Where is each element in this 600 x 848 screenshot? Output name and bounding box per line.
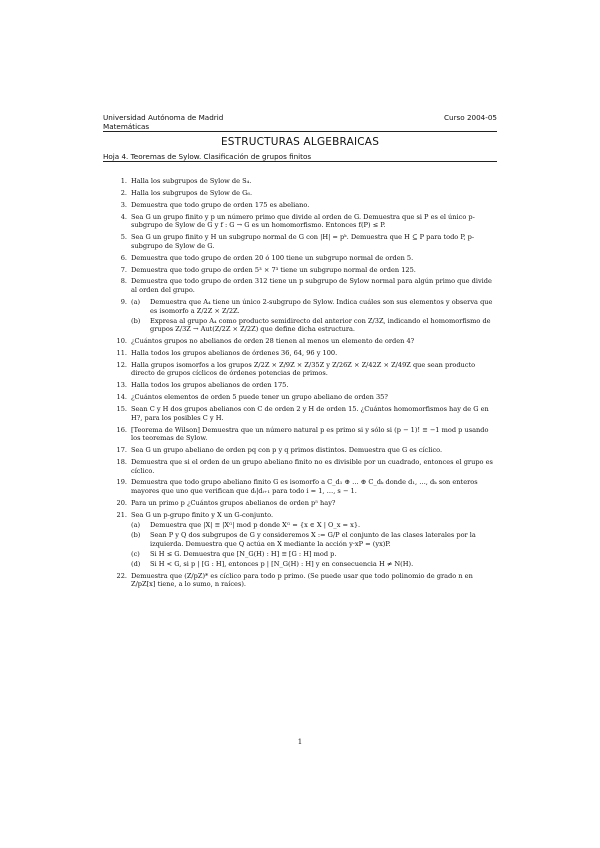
problem-item: [103, 426, 497, 443]
problem-text: ¿Cuántos elementos de orden 5 puede tener un grupo abeliano de orden 35?: [131, 393, 388, 402]
problem-item: [103, 233, 497, 250]
problem-number: 4.: [120, 212, 127, 221]
problem-item: [103, 458, 497, 475]
problem-number: 5.: [120, 233, 127, 242]
problem-text: Halla todos los grupos abelianos de orden 175.: [131, 381, 289, 390]
problem-number: 19.: [116, 478, 127, 487]
problem-text: Sea G un grupo finito y H un subgrupo normal de G con |H| = pᵏ. Demuestra que H ⊆ P para todo P, p-subgrupo de Sylow de G.: [131, 233, 475, 250]
problem-item: [103, 349, 497, 358]
problem-number: 6.: [120, 253, 127, 262]
problem-item: [103, 298, 497, 334]
problem-number: 20.: [116, 498, 127, 507]
problem-item: [103, 405, 497, 422]
problem-number: 9.: [120, 297, 127, 306]
problem-text: Demuestra que todo grupo abeliano finito G es isomorfo a C_d₁ ⊕ … ⊕ C_dₖ donde d₁, …, dₖ son enteros mayores que uno que verifican que dᵢ|dᵢ₊₁ para todo i = 1, …, s − 1.: [131, 478, 478, 496]
subproblem-item: [131, 550, 497, 559]
subproblem-label: (d): [131, 559, 141, 568]
problem-number: 18.: [116, 457, 127, 466]
problem-number: 11.: [116, 348, 127, 357]
problem-item: [103, 499, 497, 508]
problem-text: Sea G un p-grupo finito y X un G-conjunto.: [131, 510, 274, 519]
subproblem-item: [131, 531, 497, 548]
problem-item: [103, 393, 497, 402]
problem-item: [103, 337, 497, 346]
problem-item: [103, 381, 497, 390]
problem-text: Sean C y H dos grupos abelianos con C de orden 2 y H de orden 15. ¿Cuántos homomorfismos hay de G en H?, para los posibles C y H.: [131, 405, 489, 422]
problem-number: 10.: [116, 337, 127, 346]
document-title: ESTRUCTURAS ALGEBRAICAS: [220, 136, 380, 148]
sheet-subtitle: Hoja 4. Teoremas de Sylow. Clasificación de grupos finitos: [103, 152, 312, 161]
page-number: 1: [297, 738, 303, 746]
problem-number: 7.: [120, 265, 127, 274]
problem-text: Para un primo p ¿Cuántos grupos abelianos de orden p⁵ hay?: [131, 498, 336, 507]
problem-text: Demuestra que todo grupo de orden 312 tiene un p subgrupo de Sylow normal para algún primo que divide al orden del grupo.: [131, 277, 492, 295]
subproblem-label: (a): [131, 520, 141, 529]
problem-number: 22.: [116, 571, 127, 580]
subproblem-label: (b): [131, 316, 141, 325]
problem-text: [Teorema de Wilson] Demuestra que un número natural p es primo si y sólo si (p − 1)! ≡ −1 mod p usando los teoremas de Sylow.: [131, 425, 489, 443]
subproblem-text: Si H < G, si p | [G : H], entonces p | [N_G(H) : H] y en consecuencia H ≠ N(H).: [150, 559, 414, 568]
problem-item: [103, 201, 497, 210]
subtitle-rule: [103, 161, 497, 162]
problem-item: [103, 572, 497, 589]
subproblem-item: [131, 298, 497, 315]
problem-number: 14.: [116, 393, 127, 402]
problem-item: [103, 213, 497, 230]
subproblem-label: (c): [131, 549, 140, 558]
problem-item: [103, 446, 497, 455]
subproblem-label: (b): [131, 531, 141, 540]
problem-number: 2.: [120, 188, 127, 197]
problem-text: Halla grupos isomorfos a los grupos Z/2Z × Z/9Z × Z/35Z y Z/26Z × Z/42Z × Z/49Z que sean producto directo de grupos cíclicos de órdenes potencias de primos.: [131, 360, 476, 378]
subproblem-text: Demuestra que A₄ tiene un único 2-subgrupo de Sylow. Indica cuáles son sus elementos y observa que es isomorfo a Z/2Z × Z/2Z.: [150, 297, 493, 315]
problem-text: Halla los subgrupos de Sylow de G₆.: [131, 188, 253, 197]
subproblem-text: Si H ≤ G. Demuestra que [N_G(H) : H] ≡ [G : H] mod p.: [150, 549, 337, 558]
subproblem-item: [131, 560, 497, 569]
subproblem-label: (a): [131, 297, 141, 306]
university-name: Universidad Autónoma de Madrid: [103, 113, 224, 122]
subproblem-item: [131, 521, 497, 530]
problem-text: Sea G un grupo abeliano de orden pq con p y q primos distintos. Demuestra que G es cíclico.: [131, 446, 443, 455]
problem-item: [103, 361, 497, 378]
problem-text: Demuestra que (Z/pZ)* es cíclico para todo p primo. (Se puede usar que todo polinomio de grado n en Z/pZ[x] tiene, a lo sumo, n raíces).: [131, 571, 473, 589]
problem-text: Demuestra que todo grupo de orden 20 ó 100 tiene un subgrupo normal de orden 5.: [131, 253, 414, 262]
header-row: [103, 113, 497, 122]
problem-item: [103, 478, 497, 495]
subproblem-item: [131, 317, 497, 334]
problem-number: 8.: [120, 277, 127, 286]
problem-text: Demuestra que todo grupo de orden 175 es abeliano.: [131, 200, 310, 209]
department: Matemáticas: [103, 122, 150, 131]
problem-number: 1.: [120, 177, 127, 185]
problem-list: [103, 177, 497, 592]
problem-text: Demuestra que si el orden de un grupo abeliano finito no es divisible por un cuadrado, entonces el grupo es cíclico.: [131, 457, 493, 475]
header-rule: [103, 131, 497, 132]
problem-number: 16.: [116, 425, 127, 434]
problem-text: Halla todos los grupos abelianos de órdenes 36, 64, 96 y 100.: [131, 348, 338, 357]
problem-item: [103, 511, 497, 569]
problem-number: 15.: [116, 405, 127, 414]
problem-item: [103, 277, 497, 294]
problem-number: 17.: [116, 446, 127, 455]
subproblem-text: Expresa al grupo A₄ como producto semidirecto del anterior con Z/3Z, indicando el homomorfismo de grupos Z/3Z → Aut(Z/2Z × Z/2Z) que define dicha estructura.: [150, 316, 491, 334]
problem-number: 13.: [116, 381, 127, 390]
problem-text: Halla los subgrupos de Sylow de S₄.: [131, 177, 252, 185]
problem-number: 3.: [120, 200, 127, 209]
subproblem-text: Sean P y Q dos subgrupos de G y consideremos X := G/P el conjunto de las clases laterales por la izquierda. Demuestra que Q actúa en X mediante la acción y·xP = (yx)P.: [150, 531, 476, 548]
problem-number: 12.: [116, 360, 127, 369]
problem-item: [103, 254, 497, 263]
subproblem-text: Demuestra que |X| ≡ |Xᴳ| mod p donde Xᴳ = {x ∈ X | O_x = x}.: [150, 520, 361, 529]
problem-text: Sea G un grupo finito y p un número primo que divide al orden de G. Demuestra que si P es el único p-subgrupo de Sylow de G y f : G → G es un homomorfismo. Entonces f(P) ≤ P.: [131, 212, 475, 230]
problem-text: Demuestra que todo grupo de orden 5³ × 7³ tiene un subgrupo normal de orden 125.: [131, 265, 416, 274]
problem-item: [103, 177, 497, 186]
problem-item: [103, 266, 497, 275]
problem-item: [103, 189, 497, 198]
problem-text: ¿Cuántos grupos no abelianos de orden 28 tienen al menos un elemento de orden 4?: [131, 337, 415, 346]
problem-number: 21.: [116, 510, 127, 519]
course-year: Curso 2004-05: [444, 113, 497, 122]
